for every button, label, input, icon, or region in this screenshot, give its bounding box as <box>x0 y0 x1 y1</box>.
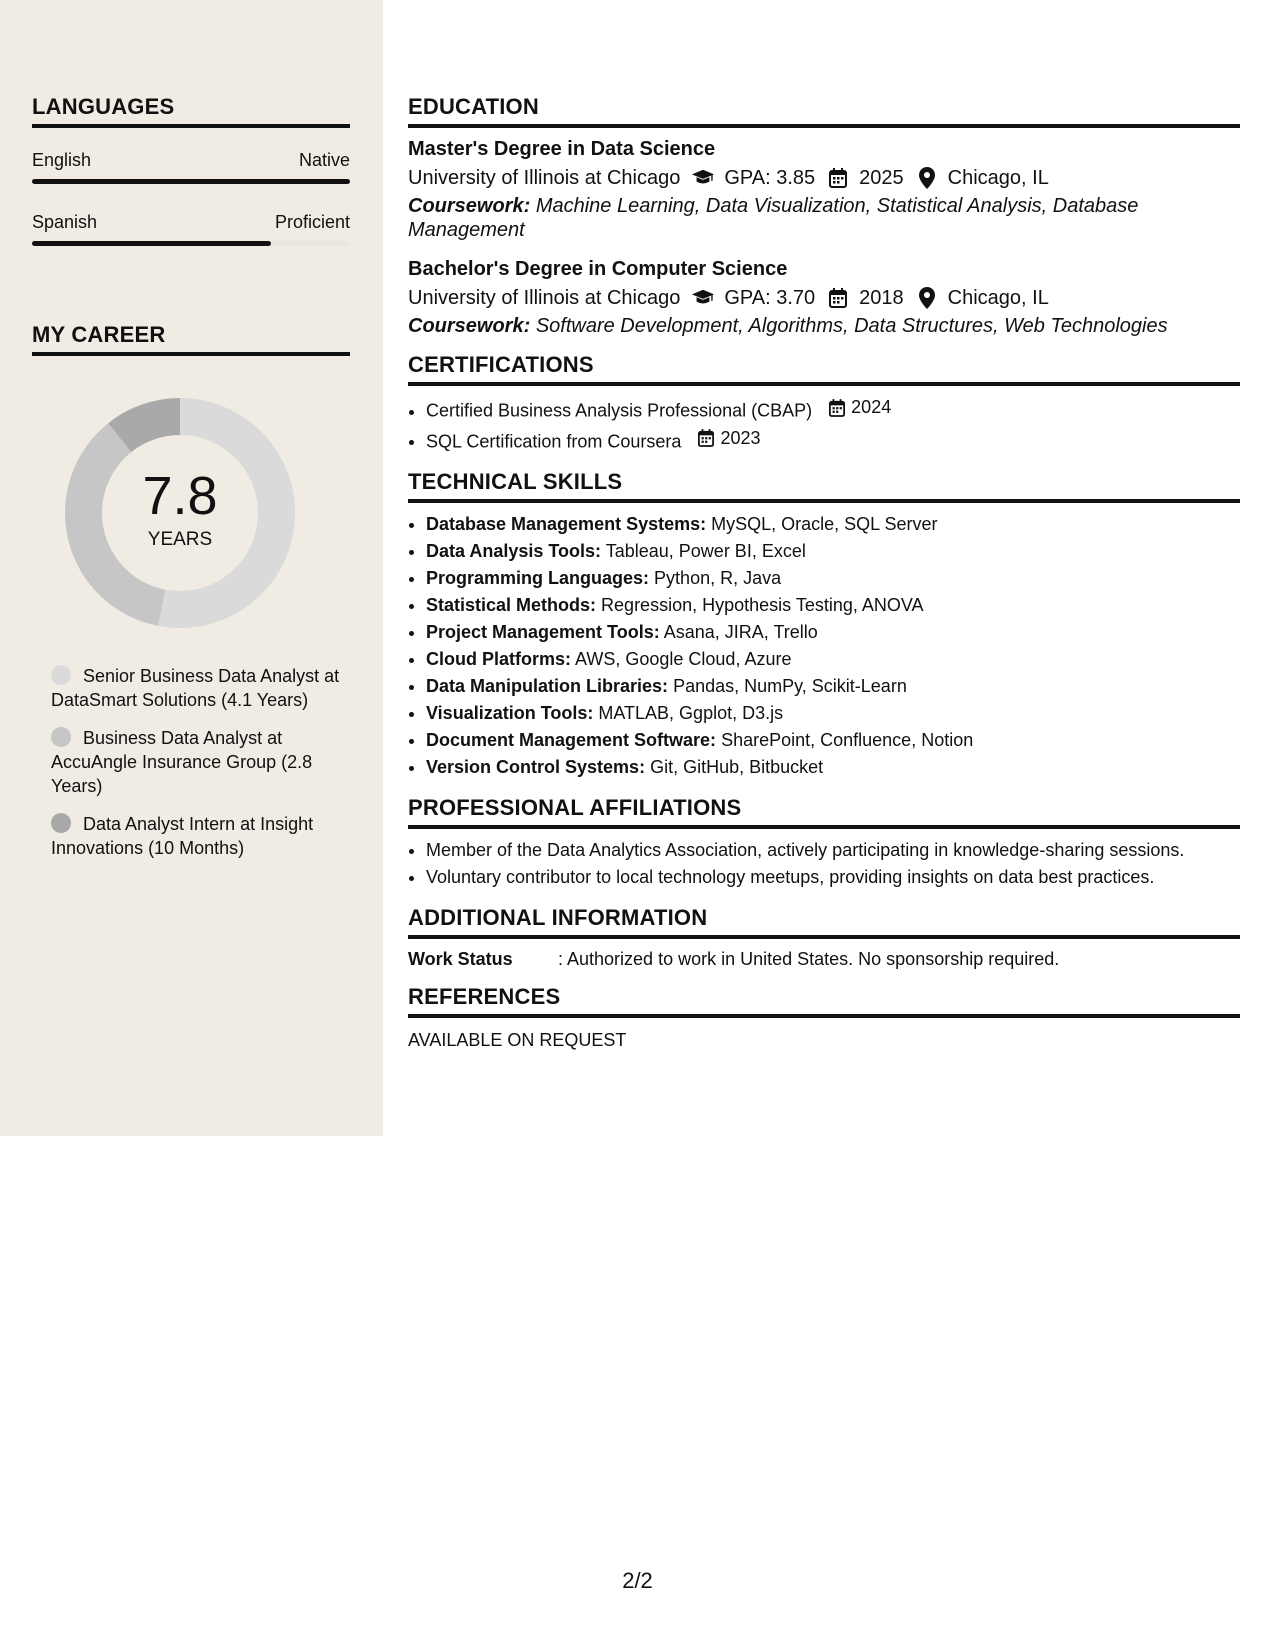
graduation-year: 2018 <box>859 287 904 309</box>
skill-label: Project Management Tools: <box>426 622 660 642</box>
skill-item <box>426 727 1240 754</box>
affiliation-item: • Member of the Data Analytics Association, actively participating in knowledge-sharing sessions. <box>426 837 1240 864</box>
degree-title: Bachelor's Degree in Computer Science <box>408 258 788 280</box>
gpa: GPA: 3.70 <box>724 287 816 309</box>
work-status-label: Work Status <box>408 949 513 969</box>
certification-item <box>426 394 1240 425</box>
skills-title: TECHNICAL SKILLS <box>408 469 1240 503</box>
location: Chicago, IL <box>947 287 1049 309</box>
career-donut-chart <box>65 398 295 628</box>
skill-label: Document Management Software: <box>426 730 717 750</box>
work-status-value: : Authorized to work in United States. No sponsorship required. <box>558 949 1060 969</box>
language-name: English <box>32 150 92 170</box>
references-text: AVAILABLE ON REQUEST <box>408 1030 627 1050</box>
language-level: Proficient <box>274 212 350 232</box>
certification-year: 2023 <box>720 427 761 448</box>
skill-label: Statistical Methods: <box>426 595 597 615</box>
certifications-title: CERTIFICATIONS <box>408 352 1240 386</box>
skill-label: Version Control Systems: <box>426 757 646 777</box>
education-entry <box>408 256 1240 338</box>
graduation-cap-icon <box>692 167 714 189</box>
skill-value: Regression, Hypothesis Testing, ANOVA <box>601 595 924 615</box>
legend-label: Business Data Analyst at AccuAngle Insurance Group (2.8 Years) <box>51 728 313 796</box>
skills-section <box>408 469 1240 781</box>
skill-label: Database Management Systems: <box>426 514 707 534</box>
calendar-icon <box>827 167 849 189</box>
legend-label: Data Analyst Intern at Insight Innovations (10 Months) <box>51 814 314 858</box>
skill-value: Asana, JIRA, Trello <box>663 622 818 642</box>
language-bar-fill <box>32 241 271 246</box>
education-title: EDUCATION <box>408 94 1240 128</box>
certifications-section <box>408 352 1240 455</box>
career-legend <box>51 664 341 860</box>
affiliation-item: • Voluntary contributor to local technology meetups, providing insights on data best practices. <box>426 864 1240 891</box>
skill-value: MATLAB, Ggplot, D3.js <box>598 703 784 723</box>
certification-date <box>698 425 760 452</box>
additional-section <box>408 905 1240 970</box>
language-item-spanish <box>32 212 350 246</box>
work-status-row <box>408 949 1240 970</box>
calendar-icon <box>829 399 847 417</box>
skill-value: Pandas, NumPy, Scikit-Learn <box>673 676 907 696</box>
page-number: 2/2 <box>622 1568 653 1593</box>
education-meta <box>408 164 1240 192</box>
skill-value: Git, GitHub, Bitbucket <box>650 757 824 777</box>
language-level: Native <box>298 150 350 170</box>
coursework-label: Coursework: <box>408 315 531 337</box>
language-name: Spanish <box>32 212 98 232</box>
certification-name: SQL Certification from Coursera <box>426 431 682 451</box>
certification-date <box>829 394 891 421</box>
references-section <box>408 984 1240 1051</box>
calendar-icon <box>698 429 716 447</box>
gpa: GPA: 3.85 <box>724 167 816 189</box>
legend-label: Senior Business Data Analyst at DataSmart Solutions (4.1 Years) <box>51 666 340 710</box>
skill-value: SharePoint, Confluence, Notion <box>721 730 974 750</box>
skill-label: Programming Languages: <box>426 568 650 588</box>
graduation-year: 2025 <box>859 167 904 189</box>
language-bar <box>32 179 350 184</box>
career-legend-item <box>51 664 341 712</box>
skill-item <box>426 619 1240 646</box>
skill-value: Python, R, Java <box>654 568 782 588</box>
affiliations-list <box>408 837 1240 891</box>
skill-item <box>426 538 1240 565</box>
education-meta <box>408 284 1240 312</box>
references-title: REFERENCES <box>408 984 1240 1018</box>
skill-label: Data Manipulation Libraries: <box>426 676 669 696</box>
sidebar-content <box>32 94 350 874</box>
skill-label: Data Analysis Tools: <box>426 541 602 561</box>
additional-title: ADDITIONAL INFORMATION <box>408 905 1240 939</box>
coursework <box>408 194 1240 242</box>
graduation-cap-icon <box>692 287 714 309</box>
career-title: MY CAREER <box>32 322 350 356</box>
coursework-text: Machine Learning, Data Visualization, Statistical Analysis, Database Management <box>408 195 1139 241</box>
career-total-years: 7.8 <box>142 466 218 526</box>
language-bar <box>32 241 350 246</box>
career-legend-item <box>51 726 341 798</box>
skill-label: Visualization Tools: <box>426 703 594 723</box>
skill-value: AWS, Google Cloud, Azure <box>575 649 792 669</box>
skill-label: Cloud Platforms: <box>426 649 572 669</box>
skill-value: MySQL, Oracle, SQL Server <box>711 514 938 534</box>
coursework-text: Software Development, Algorithms, Data Structures, Web Technologies <box>535 315 1168 337</box>
certification-item <box>426 425 1240 456</box>
skill-item <box>426 511 1240 538</box>
skill-item <box>426 754 1240 781</box>
affiliations-title: PROFESSIONAL AFFILIATIONS <box>408 795 1240 829</box>
main-content <box>408 94 1240 1065</box>
education-section <box>408 94 1240 338</box>
language-item-english <box>32 150 350 184</box>
skill-item <box>426 592 1240 619</box>
skills-list <box>408 511 1240 781</box>
school-name: University of Illinois at Chicago <box>408 167 681 189</box>
legend-dot <box>51 727 71 747</box>
skill-value: Tableau, Power BI, Excel <box>605 541 806 561</box>
languages-title: LANGUAGES <box>32 94 350 128</box>
skill-item <box>426 673 1240 700</box>
legend-dot <box>51 665 71 685</box>
skill-item <box>426 646 1240 673</box>
school-name: University of Illinois at Chicago <box>408 287 681 309</box>
skill-item <box>426 700 1240 727</box>
location: Chicago, IL <box>947 167 1049 189</box>
coursework-label: Coursework: <box>408 195 531 217</box>
map-pin-icon <box>916 167 938 189</box>
certification-name: Certified Business Analysis Professional (CBAP) <box>426 400 813 421</box>
skill-item <box>426 565 1240 592</box>
language-bar-fill <box>32 179 350 184</box>
calendar-icon <box>827 287 849 309</box>
certifications-list <box>408 394 1240 455</box>
certification-year: 2024 <box>851 397 892 417</box>
career-total-unit: YEARS <box>147 529 213 550</box>
degree-title: Master's Degree in Data Science <box>408 138 716 160</box>
education-entry <box>408 136 1240 242</box>
sidebar <box>0 0 383 1136</box>
career-legend-item <box>51 812 341 860</box>
donut-center <box>65 398 295 628</box>
coursework <box>408 314 1240 338</box>
affiliations-section <box>408 795 1240 891</box>
legend-dot <box>51 813 71 833</box>
map-pin-icon <box>916 287 938 309</box>
